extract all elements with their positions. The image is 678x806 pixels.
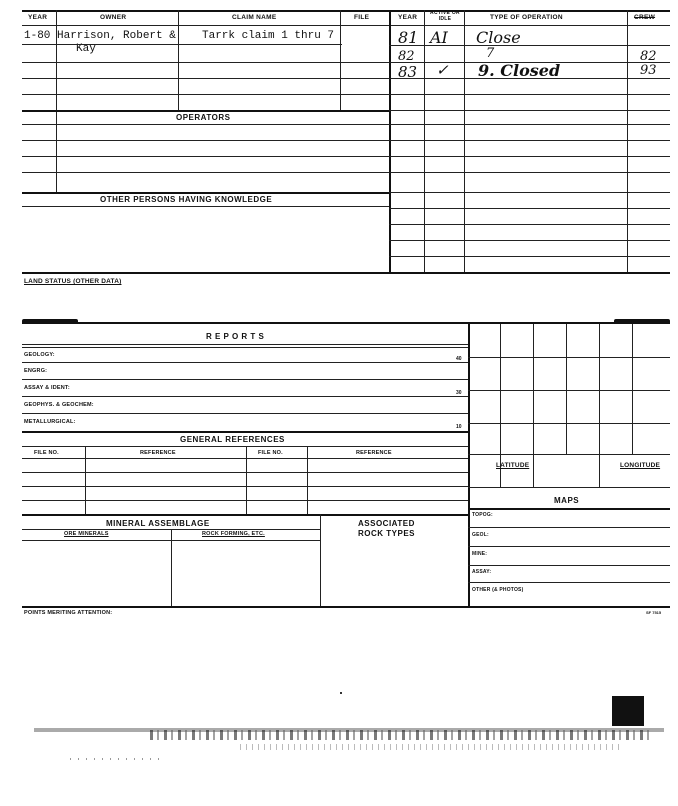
gr-header-reference-2: REFERENCE xyxy=(356,450,392,456)
form-code: SF 7515 xyxy=(646,610,662,615)
longitude-label: LONGITUDE xyxy=(620,462,661,469)
op-status-1: AI xyxy=(430,28,448,47)
op-type-3: 9. Closed xyxy=(478,61,561,80)
maps-other: OTHER (& PHOTOS) xyxy=(472,587,524,593)
op-type-1: Close xyxy=(476,28,521,47)
report-metallurgical: METALLURGICAL: xyxy=(24,419,76,425)
land-status-label: LAND STATUS (OTHER DATA) xyxy=(24,278,122,285)
report-geophys: GEOPHYS. & GEOCHEM: xyxy=(24,402,94,408)
reports-title: R E P O R T S xyxy=(206,332,265,341)
mineral-assemblage-title: MINERAL ASSEMBLAGE xyxy=(106,519,210,528)
other-persons-label: OTHER PERSONS HAVING KNOWLEDGE xyxy=(100,195,273,204)
gr-header-file-no-1: FILE NO. xyxy=(34,450,59,456)
maps-title: MAPS xyxy=(554,496,580,505)
header-year-right: YEAR xyxy=(398,14,418,21)
report-assay-ident: ASSAY & IDENT: xyxy=(24,385,70,391)
associated-label: ASSOCIATED xyxy=(358,519,415,528)
header-file: FILE xyxy=(354,14,370,21)
op-year-1: 81 xyxy=(398,28,419,47)
header-owner: OWNER xyxy=(100,14,127,21)
owner-line-2: Kay xyxy=(76,43,96,55)
gr-header-reference-1: REFERENCE xyxy=(140,450,176,456)
maps-geol: GEOL: xyxy=(472,532,489,538)
maps-topog: TOPOG: xyxy=(472,512,493,518)
op-status-3: ✓ xyxy=(436,61,449,79)
header-crew: CREW xyxy=(634,14,656,21)
year-owner-entry: 1-80 Harrison, Robert & xyxy=(24,30,176,42)
op-crew-2: 82 xyxy=(640,49,657,64)
ore-minerals-label: ORE MINERALS xyxy=(64,531,109,537)
claim-name-entry: Tarrk claim 1 thru 7 xyxy=(202,30,335,42)
op-type-2: 7 xyxy=(486,46,495,61)
rock-forming-label: ROCK FORMING, ETC. xyxy=(202,531,265,537)
op-year-2: 82 xyxy=(398,49,415,64)
report-geology: GEOLOGY: xyxy=(24,352,55,358)
general-references-title: GENERAL REFERENCES xyxy=(180,435,285,444)
header-active-idle: ACTIVE OR IDLE xyxy=(430,10,460,22)
header-year: YEAR xyxy=(28,14,48,21)
maps-mine: MINE: xyxy=(472,551,488,557)
rock-types-label: ROCK TYPES xyxy=(358,529,416,538)
maps-assay: ASSAY: xyxy=(472,569,492,575)
report-assay-num: 30 xyxy=(456,390,462,396)
header-type-of-operation: TYPE OF OPERATION xyxy=(490,14,563,21)
report-metallurgical-num: 10 xyxy=(456,424,462,430)
gr-header-file-no-2: FILE NO. xyxy=(258,450,283,456)
header-claim-name: CLAIM NAME xyxy=(232,14,277,21)
report-engrg: ENGRG: xyxy=(24,368,48,374)
op-crew-3: 93 xyxy=(640,63,657,78)
operators-label: OPERATORS xyxy=(176,113,231,122)
latitude-label: LATITUDE xyxy=(496,462,530,469)
op-year-3: 83 xyxy=(398,63,418,81)
points-meriting-attention: POINTS MERITING ATTENTION: xyxy=(24,610,113,616)
report-geology-num: 40 xyxy=(456,356,462,362)
